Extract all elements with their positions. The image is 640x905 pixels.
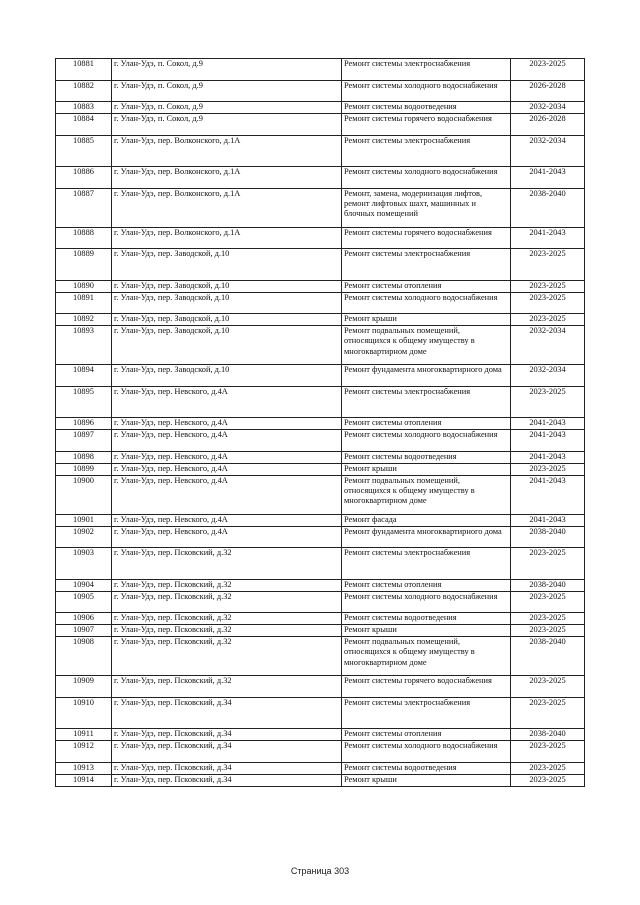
- repair-schedule-table: [55, 58, 585, 787]
- row-number: 10885: [56, 135, 112, 167]
- table-row: [56, 637, 585, 676]
- row-number: 10907: [56, 625, 112, 637]
- row-address: г. Улан-Удэ, пер. Псковский, д.32: [112, 637, 342, 676]
- row-address: г. Улан-Удэ, п. Сокол, д.9: [112, 114, 342, 136]
- table-row: [56, 102, 585, 114]
- table-row: [56, 475, 585, 514]
- row-number: 10913: [56, 762, 112, 774]
- row-address: г. Улан-Удэ, п. Сокол, д.9: [112, 102, 342, 114]
- row-number: 10908: [56, 637, 112, 676]
- row-number: 10883: [56, 102, 112, 114]
- row-work-type: Ремонт крыши: [342, 625, 511, 637]
- row-period: 2038-2040: [511, 579, 585, 591]
- row-period: 2038-2040: [511, 188, 585, 227]
- row-address: г. Улан-Удэ, п. Сокол, д.9: [112, 80, 342, 102]
- row-work-type: Ремонт системы электроснабжения: [342, 548, 511, 580]
- page-number: Страница 303: [290, 866, 350, 876]
- row-address: г. Улан-Удэ, пер. Псковский, д.34: [112, 774, 342, 786]
- row-period: 2032-2034: [511, 102, 585, 114]
- row-work-type: Ремонт крыши: [342, 774, 511, 786]
- table-row: [56, 729, 585, 741]
- row-period: 2026-2028: [511, 114, 585, 136]
- table-row: [56, 676, 585, 698]
- row-period: 2023-2025: [511, 676, 585, 698]
- row-period: 2032-2034: [511, 365, 585, 387]
- row-work-type: Ремонт системы холодного водоснабжения: [342, 80, 511, 102]
- row-number: 10893: [56, 326, 112, 365]
- row-number: 10892: [56, 314, 112, 326]
- row-period: 2023-2025: [511, 548, 585, 580]
- row-period: 2023-2025: [511, 386, 585, 418]
- table-row: [56, 188, 585, 227]
- row-work-type: Ремонт фундамента многоквартирного дома: [342, 365, 511, 387]
- row-period: 2041-2043: [511, 418, 585, 430]
- row-work-type: Ремонт системы холодного водоснабжения: [342, 292, 511, 314]
- table-row: [56, 292, 585, 314]
- row-work-type: Ремонт системы электроснабжения: [342, 249, 511, 281]
- row-address: г. Улан-Удэ, пер. Псковский, д.32: [112, 625, 342, 637]
- table-row: [56, 135, 585, 167]
- row-address: г. Улан-Удэ, пер. Заводской, д.10: [112, 249, 342, 281]
- row-number: 10889: [56, 249, 112, 281]
- row-work-type: Ремонт системы электроснабжения: [342, 386, 511, 418]
- row-number: 10899: [56, 463, 112, 475]
- row-work-type: Ремонт фасада: [342, 514, 511, 526]
- table-row: [56, 548, 585, 580]
- table-body: [56, 59, 585, 787]
- row-number: 10882: [56, 80, 112, 102]
- row-number: 10890: [56, 280, 112, 292]
- table-row: [56, 430, 585, 452]
- row-period: 2023-2025: [511, 741, 585, 763]
- row-number: 10903: [56, 548, 112, 580]
- table-row: [56, 280, 585, 292]
- row-address: г. Улан-Удэ, п. Сокол, д.9: [112, 59, 342, 81]
- row-address: г. Улан-Удэ, пер. Невского, д.4А: [112, 430, 342, 452]
- row-work-type: Ремонт системы горячего водоснабжения: [342, 227, 511, 249]
- row-address: г. Улан-Удэ, пер. Невского, д.4А: [112, 463, 342, 475]
- row-address: г. Улан-Удэ, пер. Волконского, д.1А: [112, 167, 342, 189]
- table-row: [56, 591, 585, 613]
- row-period: 2023-2025: [511, 697, 585, 729]
- row-period: 2023-2025: [511, 762, 585, 774]
- row-work-type: Ремонт системы отопления: [342, 729, 511, 741]
- row-period: 2032-2034: [511, 326, 585, 365]
- table-row: [56, 114, 585, 136]
- row-work-type: Ремонт системы отопления: [342, 418, 511, 430]
- table-row: [56, 326, 585, 365]
- row-period: 2041-2043: [511, 227, 585, 249]
- row-number: 10900: [56, 475, 112, 514]
- row-address: г. Улан-Удэ, пер. Невского, д.4А: [112, 418, 342, 430]
- table-row: [56, 697, 585, 729]
- row-work-type: Ремонт системы горячего водоснабжения: [342, 676, 511, 698]
- row-period: 2023-2025: [511, 591, 585, 613]
- table-row: [56, 59, 585, 81]
- row-work-type: Ремонт подвальных помещений, относящихся к общему имуществу в многоквартирном доме: [342, 475, 511, 514]
- row-work-type: Ремонт системы отопления: [342, 579, 511, 591]
- row-address: г. Улан-Удэ, пер. Псковский, д.32: [112, 548, 342, 580]
- row-work-type: Ремонт крыши: [342, 463, 511, 475]
- row-number: 10910: [56, 697, 112, 729]
- row-period: 2041-2043: [511, 451, 585, 463]
- row-address: г. Улан-Удэ, пер. Заводской, д.10: [112, 280, 342, 292]
- row-address: г. Улан-Удэ, пер. Волконского, д.1А: [112, 188, 342, 227]
- row-number: 10894: [56, 365, 112, 387]
- row-address: г. Улан-Удэ, пер. Псковский, д.34: [112, 741, 342, 763]
- row-address: г. Улан-Удэ, пер. Заводской, д.10: [112, 314, 342, 326]
- row-address: г. Улан-Удэ, пер. Псковский, д.34: [112, 697, 342, 729]
- row-work-type: Ремонт системы холодного водоснабжения: [342, 741, 511, 763]
- row-address: г. Улан-Удэ, пер. Псковский, д.32: [112, 591, 342, 613]
- row-address: г. Улан-Удэ, пер. Заводской, д.10: [112, 292, 342, 314]
- row-address: г. Улан-Удэ, пер. Невского, д.4А: [112, 514, 342, 526]
- row-work-type: Ремонт системы водоотведения: [342, 451, 511, 463]
- row-period: 2041-2043: [511, 167, 585, 189]
- row-period: 2023-2025: [511, 59, 585, 81]
- row-address: г. Улан-Удэ, пер. Волконского, д.1А: [112, 135, 342, 167]
- row-period: 2041-2043: [511, 514, 585, 526]
- row-work-type: Ремонт подвальных помещений, относящихся к общему имуществу в многоквартирном доме: [342, 637, 511, 676]
- row-work-type: Ремонт системы отопления: [342, 280, 511, 292]
- row-period: 2023-2025: [511, 314, 585, 326]
- row-work-type: Ремонт системы водоотведения: [342, 613, 511, 625]
- row-period: 2041-2043: [511, 475, 585, 514]
- row-work-type: Ремонт системы электроснабжения: [342, 135, 511, 167]
- row-address: г. Улан-Удэ, пер. Заводской, д.10: [112, 365, 342, 387]
- table-row: [56, 613, 585, 625]
- table-row: [56, 314, 585, 326]
- table-row: [56, 579, 585, 591]
- table-row: [56, 463, 585, 475]
- row-number: 10906: [56, 613, 112, 625]
- row-number: 10886: [56, 167, 112, 189]
- table-row: [56, 386, 585, 418]
- row-work-type: Ремонт системы водоотведения: [342, 102, 511, 114]
- row-work-type: Ремонт фундамента многоквартирного дома: [342, 526, 511, 548]
- row-number: 10905: [56, 591, 112, 613]
- row-work-type: Ремонт крыши: [342, 314, 511, 326]
- row-address: г. Улан-Удэ, пер. Волконского, д.1А: [112, 227, 342, 249]
- row-period: 2023-2025: [511, 249, 585, 281]
- row-period: 2023-2025: [511, 774, 585, 786]
- row-address: г. Улан-Удэ, пер. Псковский, д.32: [112, 579, 342, 591]
- row-work-type: Ремонт подвальных помещений, относящихся к общему имуществу в многоквартирном доме: [342, 326, 511, 365]
- row-period: 2038-2040: [511, 637, 585, 676]
- row-address: г. Улан-Удэ, пер. Псковский, д.32: [112, 613, 342, 625]
- row-period: 2032-2034: [511, 135, 585, 167]
- row-number: 10909: [56, 676, 112, 698]
- row-address: г. Улан-Удэ, пер. Псковский, д.34: [112, 762, 342, 774]
- row-period: 2026-2028: [511, 80, 585, 102]
- row-number: 10911: [56, 729, 112, 741]
- row-work-type: Ремонт системы водоотведения: [342, 762, 511, 774]
- row-number: 10881: [56, 59, 112, 81]
- row-address: г. Улан-Удэ, пер. Невского, д.4А: [112, 475, 342, 514]
- table-row: [56, 514, 585, 526]
- row-period: 2023-2025: [511, 613, 585, 625]
- row-number: 10891: [56, 292, 112, 314]
- table-row: [56, 227, 585, 249]
- table-row: [56, 249, 585, 281]
- row-number: 10901: [56, 514, 112, 526]
- table-row: [56, 80, 585, 102]
- table-row: [56, 762, 585, 774]
- row-period: 2023-2025: [511, 292, 585, 314]
- row-work-type: Ремонт, замена, модернизация лифтов, ремонт лифтовых шахт, машинных и блочных помещений: [342, 188, 511, 227]
- row-address: г. Улан-Удэ, пер. Невского, д.4А: [112, 526, 342, 548]
- row-work-type: Ремонт системы горячего водоснабжения: [342, 114, 511, 136]
- row-number: 10895: [56, 386, 112, 418]
- table-row: [56, 418, 585, 430]
- row-period: 2038-2040: [511, 729, 585, 741]
- table-row: [56, 625, 585, 637]
- table-row: [56, 526, 585, 548]
- row-period: 2023-2025: [511, 280, 585, 292]
- row-number: 10904: [56, 579, 112, 591]
- row-period: 2023-2025: [511, 625, 585, 637]
- row-work-type: Ремонт системы холодного водоснабжения: [342, 591, 511, 613]
- row-address: г. Улан-Удэ, пер. Псковский, д.34: [112, 729, 342, 741]
- row-work-type: Ремонт системы холодного водоснабжения: [342, 430, 511, 452]
- table-row: [56, 365, 585, 387]
- row-address: г. Улан-Удэ, пер. Невского, д.4А: [112, 451, 342, 463]
- row-number: 10888: [56, 227, 112, 249]
- row-number: 10884: [56, 114, 112, 136]
- row-period: 2041-2043: [511, 430, 585, 452]
- table-row: [56, 451, 585, 463]
- row-work-type: Ремонт системы холодного водоснабжения: [342, 167, 511, 189]
- row-number: 10898: [56, 451, 112, 463]
- row-address: г. Улан-Удэ, пер. Заводской, д.10: [112, 326, 342, 365]
- row-number: 10912: [56, 741, 112, 763]
- row-work-type: Ремонт системы электроснабжения: [342, 697, 511, 729]
- row-number: 10902: [56, 526, 112, 548]
- row-address: г. Улан-Удэ, пер. Невского, д.4А: [112, 386, 342, 418]
- row-number: 10887: [56, 188, 112, 227]
- row-period: 2023-2025: [511, 463, 585, 475]
- table-row: [56, 741, 585, 763]
- table-row: [56, 167, 585, 189]
- row-number: 10914: [56, 774, 112, 786]
- row-period: 2038-2040: [511, 526, 585, 548]
- row-address: г. Улан-Удэ, пер. Псковский, д.32: [112, 676, 342, 698]
- row-number: 10896: [56, 418, 112, 430]
- row-number: 10897: [56, 430, 112, 452]
- row-work-type: Ремонт системы электроснабжения: [342, 59, 511, 81]
- table-row: [56, 774, 585, 786]
